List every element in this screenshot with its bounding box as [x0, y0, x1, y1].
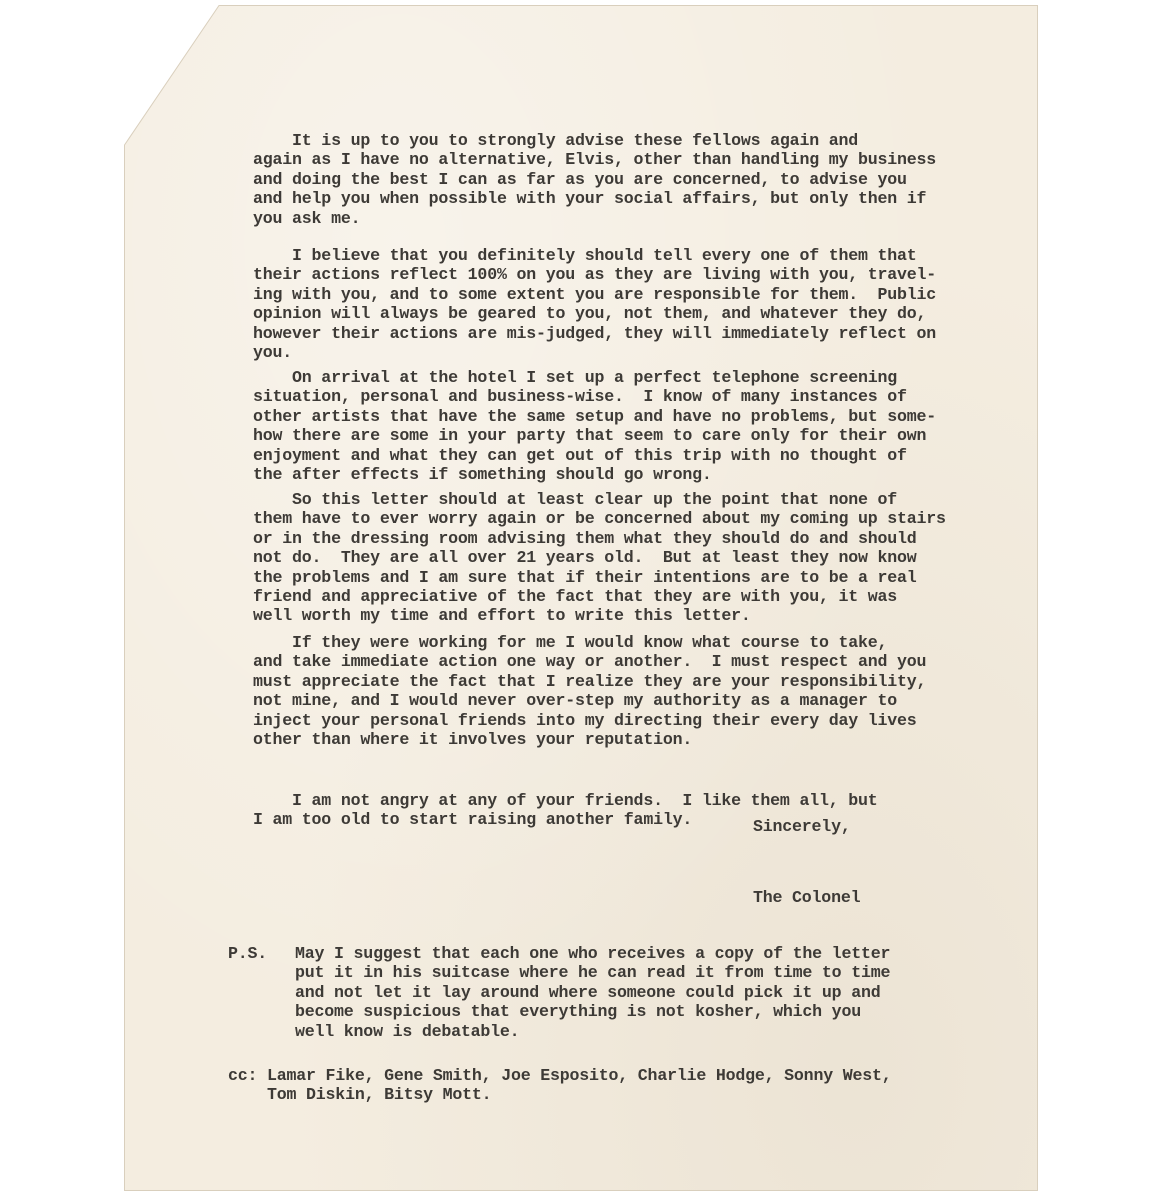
letter-paragraph-1: It is up to you to strongly advise these fellows again and again as I have no alternative, Elvis, other than handling my business and doing the best I can as far as you are concerned, to advise you and help you when possible with your social affairs, but only then if you ask me. [253, 131, 937, 228]
letter-signature: The Colonel [753, 888, 861, 907]
letter-paragraph-6: I am not angry at any of your friends. I like them all, but I am too old to start raising another family. [253, 791, 878, 830]
cc-recipients: Lamar Fike, Gene Smith, Joe Esposito, Charlie Hodge, Sonny West, Tom Diskin, Bitsy Mott. [267, 1066, 892, 1105]
typed-letter [124, 5, 1038, 1191]
letter-paragraph-5: If they were working for me I would know what course to take, and take immediate action one way or another. I must respect and you must appreciate the fact that I realize they are your responsibility, not mine, and I would never over-step my authority as a manager to inject your personal friends into my directing their every day lives other than where it involves your reputation. [253, 633, 927, 750]
postscript-text: May I suggest that each one who receives a copy of the letter put it in his suitcase where he can read it from time to time and not let it lay around where someone could pick it up and become suspicious that everything is not kosher, which you well know is debatable. [295, 944, 891, 1041]
letter-paragraph-2: I believe that you definitely should tell every one of them that their actions reflect 100% on you as they are living with you, travel- ing with you, and to some extent you are responsible for them. Public opinion will always be geared to you, not them, and whatever they do, however their actions are mis-judged, they will immediately reflect on you. [253, 246, 937, 363]
cc-label: cc: [228, 1066, 258, 1085]
letter-paragraph-4: So this letter should at least clear up the point that none of them have to ever worry again or be concerned about my coming up stairs or in the dressing room advising them what they should do and should not do. They are all over 21 years old. But at least they now know the problems and I am sure that if their intentions are to be a real friend and appreciative of the fact that they are with you, it was well worth my time and effort to write this letter. [253, 490, 946, 626]
letter-paragraph-3: On arrival at the hotel I set up a perfect telephone screening situation, personal and business-wise. I know of many instances of other artists that have the same setup and have no problems, but some- how there are some in your party that seem to care only for their own enjoyment and what they can get out of this trip with no thought of the after effects if something should go wrong. [253, 368, 937, 485]
letter-closing: Sincerely, [753, 817, 851, 836]
postscript-label: P.S. [228, 944, 268, 963]
